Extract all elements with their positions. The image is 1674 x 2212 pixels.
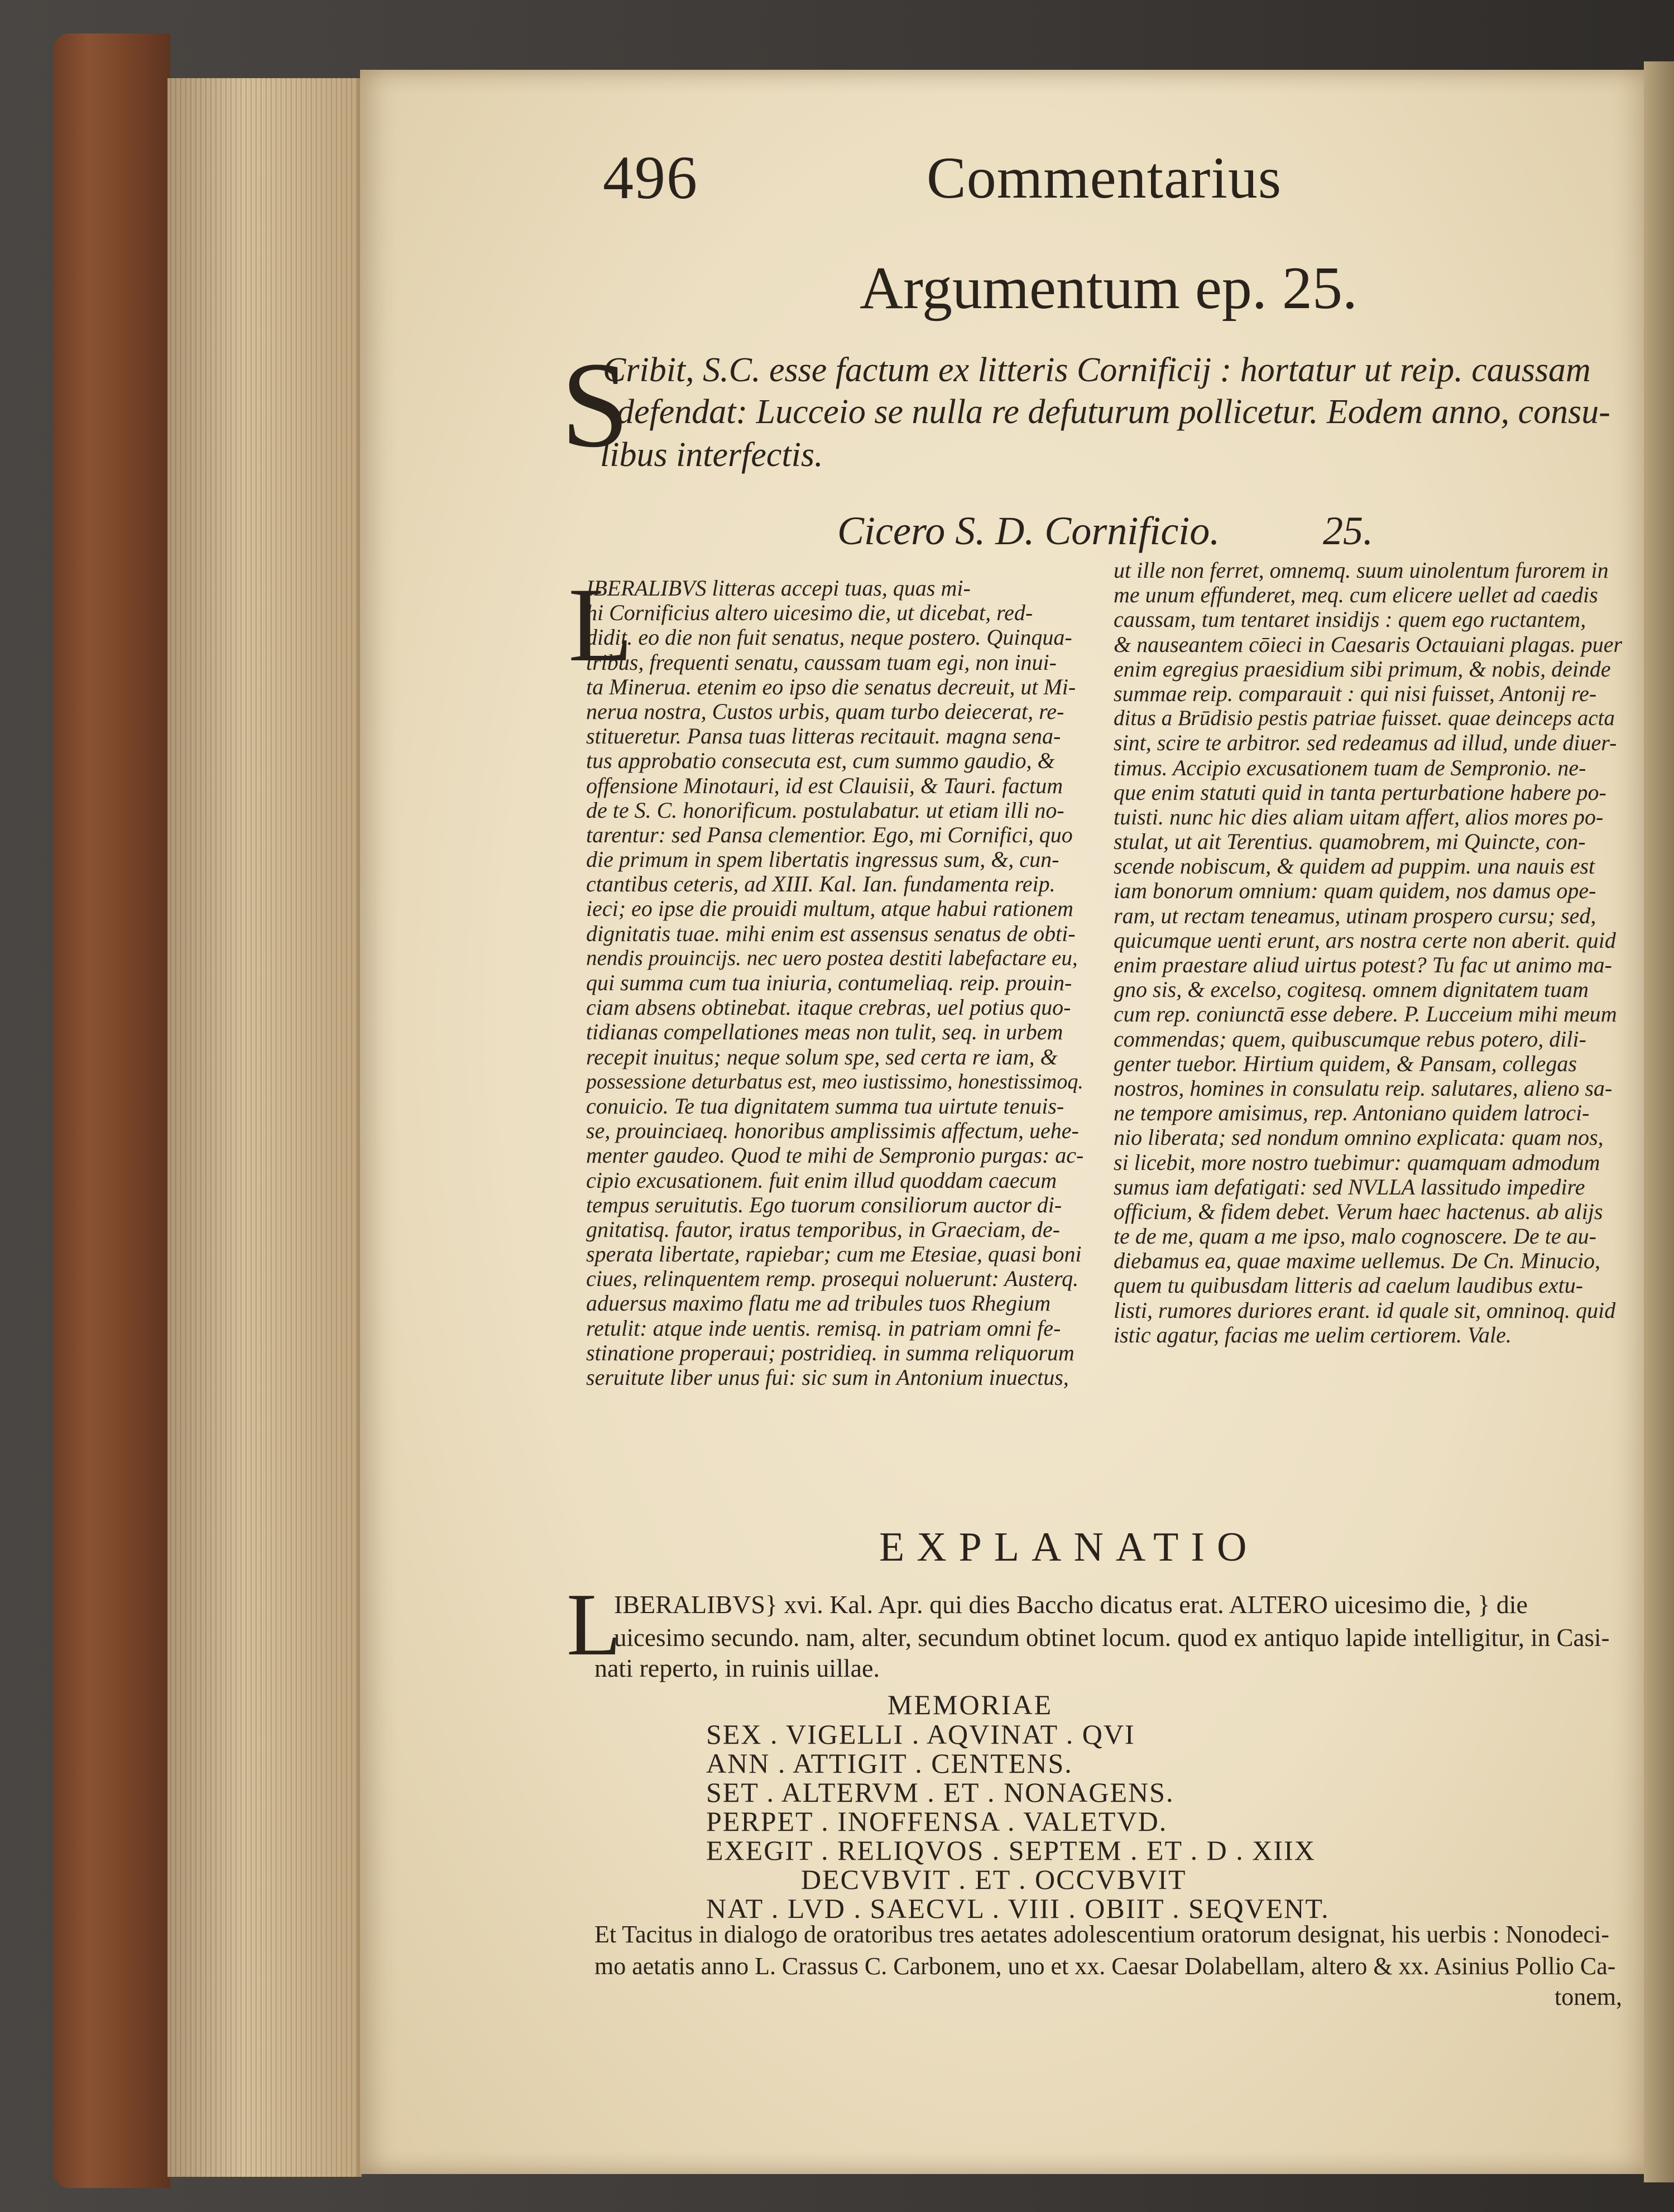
letter-line: ditus a Brūdisio pestis patriae fuisset. quae deinceps acta: [1114, 706, 1615, 731]
explanatio-line: nati reperto, in ruinis uillae.: [594, 1654, 880, 1682]
letter-line: gno sis, & excelso, cogitesq. omnem dignitatem tuam: [1114, 977, 1589, 1002]
letter-line: istic agatur, facias me uelim certiorem. Vale.: [1114, 1322, 1512, 1347]
letter-line: didit. eo die non fuit senatus, neque postero. Quinqua-: [586, 625, 1072, 650]
inscription-line: PERPET . INOFFENSA . VALETVD.: [706, 1806, 1168, 1837]
letter-line: tuisti. nunc hic dies aliam uitam affert, alios mores po-: [1114, 804, 1604, 829]
explanatio-drop-initial: L: [567, 1575, 621, 1674]
letter-line: nerua nostra, Custos urbis, quam turbo deiecerat, re-: [586, 698, 1064, 724]
letter-line: cipio excusationem. fuit enim illud quoddam caecum: [586, 1167, 1057, 1193]
letter-line: die primum in spem libertatis ingressus sum, &, cun-: [586, 847, 1059, 872]
inscription-line: NAT . LVD . SAECVL . VIII . OBIIT . SEQVENT.: [706, 1893, 1330, 1924]
letter-line: ciam absens obtinebat. itaque crebras, uel potius quo-: [586, 995, 1071, 1020]
letter-line: summae reip. comparauit : qui nisi fuisset, Antonij re-: [1114, 680, 1597, 706]
letter-line: tempus seruitutis. Ego tuorum consiliorum auctor di-: [586, 1192, 1062, 1217]
argument-title: Argumentum ep. 25.: [860, 255, 1358, 322]
letter-line: recepit inuitus; neque solum spe, sed certa re iam, &: [586, 1044, 1058, 1069]
explanatio-heading: EXPLANATIO: [879, 1524, 1259, 1570]
letter-line: ciues, relinquentem remp. prosequi noluerunt: Austerq.: [586, 1266, 1079, 1292]
letter-line: ut ille non ferret, omnemq. suum uinolentum furorem in: [1114, 558, 1609, 583]
letter-drop-initial: L: [568, 567, 634, 684]
closing-line: mo aetatis anno L. Crassus C. Carbonem, uno et xx. Caesar Dolabellam, altero & xx. Asinius Pollio Ca-: [594, 1952, 1616, 1980]
letter-line: retulit: atque inde uentis. remisq. in patriam omni fe-: [586, 1315, 1061, 1341]
inscription-line: ANN . ATTIGIT . CENTENS.: [706, 1748, 1073, 1779]
letter-line: hi Cornificius altero uicesimo die, ut dicebat, red-: [586, 600, 1033, 626]
inscription-title: MEMORIAE: [888, 1689, 1053, 1720]
letter-line: sumus iam defatigati: sed NVLLA lassitudo impedire: [1114, 1174, 1585, 1199]
letter-line: quicumque uenti erunt, ars nostra certe non aberit. quid: [1114, 927, 1616, 953]
letter-line: ieci; eo ipse die prouidi multum, atque habui rationem: [586, 896, 1073, 922]
letter-line: listi, rumores duriores erant. id quale sit, omninoq. quid: [1114, 1297, 1616, 1323]
letter-line: ta Minerua. etenim eo ipso die senatus decreuit, ut Mi-: [586, 674, 1076, 699]
letter-line: & nauseantem cōieci in Caesaris Octauiani plagas. puer: [1114, 631, 1623, 657]
letter-heading: Cicero S. D. Cornificio.: [837, 508, 1220, 553]
letter-line: iam bonorum omnium: quam quidem, nos damus ope-: [1114, 878, 1596, 904]
letter-line: gnitatisq. fautor, iratus temporibus, in Graeciam, de-: [586, 1216, 1060, 1242]
letter-line: timus. Accipio excusationem tuam de Sempronio. ne-: [1114, 755, 1586, 780]
letter-line: enim praestare aliud uirtus potest? Tu fac ut animo ma-: [1114, 952, 1612, 977]
letter-line: stitueretur. Pansa tuas litteras recitauit. magna sena-: [586, 723, 1061, 749]
explanatio-line: uicesimo secundo. nam, alter, secundum obtinet locum. quod ex antiquo lapide intelligitur, in Casi-: [614, 1624, 1610, 1652]
letter-line: commendas; quem, quibuscumque rebus potero, dili-: [1114, 1026, 1586, 1052]
letter-line: tus approbatio consecuta est, cum summo gaudio, &: [586, 748, 1055, 774]
letter-line: ne tempore amisimus, rep. Antoniano quidem latroci-: [1114, 1100, 1590, 1126]
letter-line: te de me, quam a me ipso, malo cognoscere. De te au-: [1114, 1223, 1596, 1249]
letter-line: qui summa cum tua iniuria, contumeliaq. reip. prouin-: [586, 970, 1072, 995]
letter-line: se, prouinciaeq. honoribus amplissimis affectum, uehe-: [586, 1118, 1079, 1144]
letter-right-column: [1114, 558, 1627, 1347]
argument-line: defendat: Lucceio se nulla re defuturum pollicetur. Eodem anno, consu-: [617, 393, 1610, 431]
letter-line: que enim statuti quid in tanta perturbatione habere po-: [1114, 779, 1606, 805]
letter-line: possessione deturbatus est, meo iustissimo, honestissimoq.: [586, 1069, 1083, 1093]
argument-line: libus interfectis.: [600, 436, 823, 474]
letter-line: dignitatis tuae. mihi enim est assensus senatus de obti-: [586, 920, 1076, 946]
letter-line: IBERALIBVS litteras accepi tuas, quas mi-: [586, 575, 971, 601]
leather-binding: [53, 33, 170, 2188]
letter-line: ctantibus ceteris, ad XIII. Kal. Ian. fundamenta reip.: [586, 871, 1056, 897]
letter-line: nendis prouincijs. nec uero postea destiti labefactare eu,: [586, 946, 1078, 970]
letter-line: si licebit, more nostro tuebimur: quamquam admodum: [1114, 1149, 1600, 1175]
letter-line: tribus, frequenti senatu, caussam tuam egi, non inui-: [586, 649, 1057, 675]
inscription-line: EXEGIT . RELIQVOS . SEPTEM . ET . D . XIIX: [706, 1835, 1316, 1866]
letter-line: genter tuebor. Hirtium quidem, & Pansam, collegas: [1114, 1050, 1577, 1076]
letter-line: nostros, homines in consulatu reip. salutares, alieno sa-: [1114, 1075, 1613, 1101]
letter-line: aduersus maximo flatu me ad tribules tuos Rhegium: [586, 1290, 1051, 1316]
argument-drop-initial: S: [561, 337, 630, 473]
letter-line: officium, & fidem debet. Verum haec hactenus. ab alijs: [1114, 1198, 1603, 1224]
letter-line: sperata libertate, rapiebar; cum me Etesiae, quasi boni: [586, 1241, 1082, 1267]
inscription-line: SEX . VIGELLI . AQVINAT . QVI: [706, 1719, 1135, 1750]
letter-line: nio liberata; sed nondum omnino explicata: quam nos,: [1114, 1125, 1604, 1150]
explanatio-line: IBERALIBVS} xvi. Kal. Apr. qui dies Baccho dicatus erat. ALTERO uicesimo die, } die: [614, 1590, 1528, 1619]
closing-line: tonem,: [1555, 1983, 1622, 2011]
letter-line: menter gaudeo. Quod te mihi de Sempronio purgas: ac-: [586, 1143, 1084, 1168]
letter-line: de te S. C. honorificum. postulabatur. ut etiam illi no-: [586, 797, 1064, 823]
letter-line: quem tu quibusdam litteris ad caelum laudibus extu-: [1114, 1273, 1584, 1298]
letter-line: caussam, tum tentaret insidijs : quem ego ructantem,: [1114, 607, 1586, 632]
inscription-line: SET . ALTERVM . ET . NONAGENS.: [706, 1777, 1174, 1808]
letter-line: scende nobiscum, & quidem ad puppim. una nauis est: [1114, 853, 1595, 879]
letter-line: seruitute liber unus fui: sic sum in Antonium inuectus,: [586, 1365, 1069, 1390]
letter-line: tarentur: sed Pansa clementior. Ego, mi Cornifici, quo: [586, 822, 1073, 847]
letter-line: stinatione properaui; postridieq. in summa reliquorum: [586, 1340, 1075, 1365]
inscription-line: DECVBVIT . ET . OCCVBVIT: [801, 1864, 1187, 1895]
letter-number: 25.: [1323, 508, 1373, 553]
argument-line: Cribit, S.C. esse factum ex litteris Cornificij : hortatur ut reip. caussam: [603, 351, 1591, 389]
letter-line: me unum effunderet, meq. cum elicere uellet ad caedis: [1114, 582, 1598, 608]
letter-line: tidianas compellationes meas non tulit, seq. in urbem: [586, 1019, 1063, 1045]
letter-line: ram, ut rectam teneamus, utinam prospero cursu; sed,: [1114, 903, 1596, 928]
letter-line: enim egregius praesidium sibi primum, & nobis, deinde: [1114, 656, 1611, 682]
letter-line: stulat, ut ait Terentius. quamobrem, mi Quincte, con-: [1114, 829, 1586, 855]
letter-line: conuicio. Te tua dignitatem summa tua uirtute tenuis-: [586, 1093, 1064, 1119]
letter-line: offensione Minotauri, id est Clauisii, & Tauri. factum: [586, 772, 1063, 798]
closing-line: Et Tacitus in dialogo de oratoribus tres aetates adolescentium oratorum designat, his uerbis : Nonodeci-: [594, 1921, 1609, 1948]
letter-line: diebamus ea, quae maxime uellemus. De Cn. Minucio,: [1114, 1248, 1601, 1274]
letter-line: cum rep. coniunctā esse debere. P. Lucceium mihi meum: [1114, 1001, 1617, 1027]
page-number: 496: [603, 143, 698, 212]
letter-line: sint, scire te arbitror. sed redeamus ad illud, unde diuer-: [1114, 730, 1617, 756]
letter-left-column: [586, 576, 1088, 1390]
facing-page-edge: [1644, 61, 1674, 2182]
page-edges-shadow: [167, 78, 357, 2177]
running-head: Commentarius: [927, 145, 1282, 210]
